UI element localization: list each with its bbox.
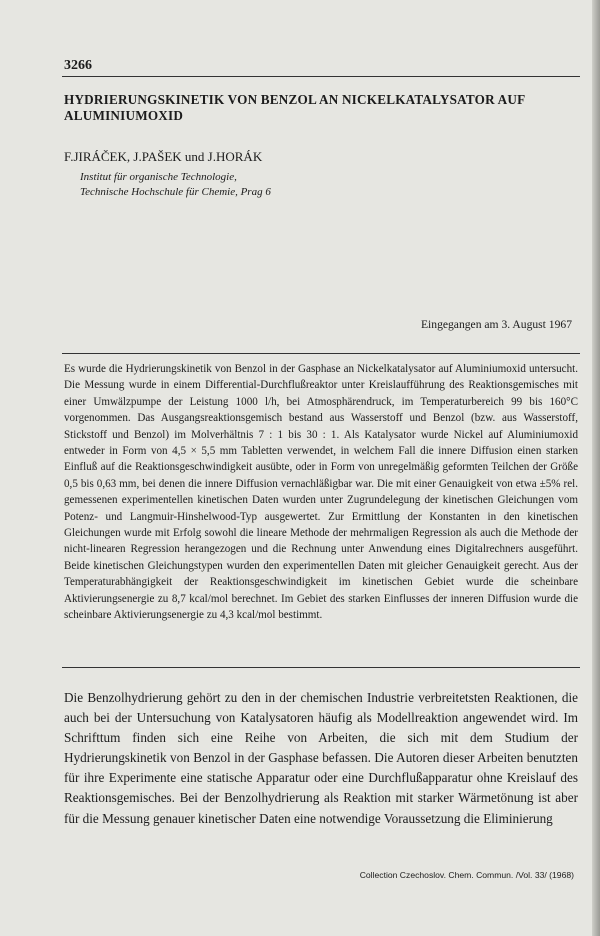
abstract-top-rule (62, 353, 580, 354)
page-number: 3266 (64, 58, 92, 73)
page-edge-shadow (592, 0, 600, 936)
article-title: HYDRIERUNGSKINETIK VON BENZOL AN NICKELKATALYSATOR AUF ALUMINIUMOXID (64, 92, 525, 123)
body-paragraph: Die Benzolhydrierung gehört zu den in der chemischen Industrie verbreitetsten Reaktionen, die auch bei der Untersuchung von Katalysatoren häufig als Modellreaktion angewendet wird. Im Schrifttum finden sich eine Reihe von Arbeiten, die sich mit dem Studium der Hydrierungskinetik von Benzol in der Gasphase befassen. Die Autoren dieser Arbeiten benutzten für ihre Experimente eine statische Apparatur oder eine Durchflußapparatur ohne Kreislauf des Reaktionsgemisches. Bei der Benzolhydrierung als Reaktion mit starker Wärmetönung ist aber für die Messung genauer kinetischer Daten eine notwendige Voraussetzung die Eliminierung (64, 690, 578, 826)
article-authors: F.JIRÁČEK, J.PAŠEK und J.HORÁK (64, 149, 263, 164)
abstract-bottom-rule (62, 667, 580, 668)
journal-citation: Collection Czechoslov. Chem. Commun. /Vol. 33/ (1968) (359, 870, 574, 880)
affiliation-line-1: Institut für organische Technologie, (80, 171, 237, 183)
abstract-text: Es wurde die Hydrierungskinetik von Benzol in der Gasphase an Nickelkatalysator auf Aluminiumoxid untersucht. Die Messung wurde in einem Differential-Durchflußreaktor unter Kreislaufführung des Reaktionsgemisches mit einer Umwälzpumpe der Leistung 1000 l/h, bei Atmosphärendruck, im Temperaturbereich 99 bis 160°C vorgenommen. Das Ausgangsreaktionsgemisch bestand aus Wasserstoff und Benzol (bzw. aus Wasserstoff, Stickstoff und Benzol) im Molverhältnis 7 : 1 bis 30 : 1. Als Katalysator wurde Nickel auf Aluminiumoxid entweder in Form von 4,5 × 5,5 mm Tabletten verwendet, in welchem Fall die innere Diffusion einen starken Einfluß auf die Reaktionsgeschwindigkeit ausübte, oder in Form von unregelmäßig geformten Teilchen der Größe 0,5 bis 0,63 mm, bei denen die innere Diffusion vernachläßigbar war. Die mit einer Genauigkeit von etwa ±5% rel. gemessenen experimentellen kinetischen Daten wurden unter Zugrundelegung der kinetischen Gleichungen vom Potenz- und Langmuir-Hinshelwood-Typ ausgewertet. Zur Ermittlung der Konstanten in den kinetischen Gleichungen wurde mit Erfolg sowohl die lineare Methode der mehrmaligen Regression als auch die Methode der nicht-linearen Regression herangezogen und die Rechnung unter Anwendung eines Digitalrechners ausgeführt. Beide kinetischen Gleichungstypen wurden den experimentellen Daten mit gleicher Genauigkeit gerecht. Aus der Temperaturabhängigkeit der Reaktionsgeschwindigkeit im kinetischen Gebiet wurde die scheinbare Aktivierungsenergie zu 8,7 kcal/mol berechnet. Im Gebiet des starken Einflusses der inneren Diffusion wurde die scheinbare Aktivierungsenergie zu 4,3 kcal/mol bestimmt. (64, 363, 578, 622)
header-rule (62, 76, 580, 77)
affiliation (80, 170, 271, 200)
affiliation-line-2: Technische Hochschule für Chemie, Prag 6 (80, 186, 271, 198)
received-date: Eingegangen am 3. August 1967 (420, 318, 572, 331)
